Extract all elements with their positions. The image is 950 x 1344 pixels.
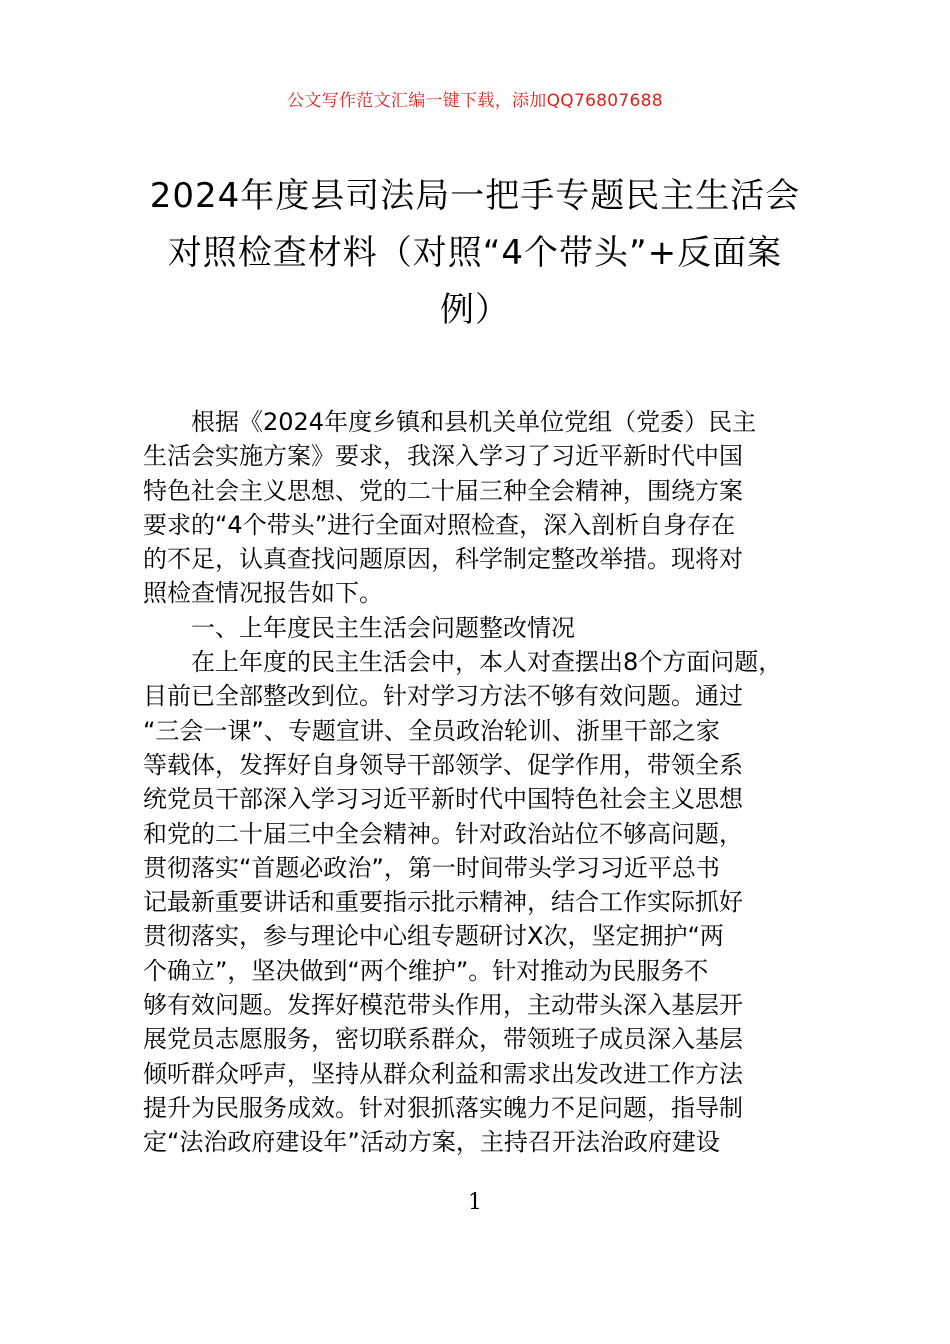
paragraph-line: 特色社会主义思想、党的二十届三种全会精神，围绕方案	[143, 476, 743, 505]
paragraph-line: 和党的二十届三中全会精神。针对政治站位不够高问题，	[143, 819, 743, 848]
intro-paragraph	[143, 405, 823, 611]
section-heading	[143, 611, 823, 645]
paragraph-line: 展党员志愿服务，密切联系群众，带领班子成员深入基层	[143, 1025, 743, 1054]
title-line: 例）	[440, 290, 510, 330]
paragraph-line: 根据《2024年度乡镇和县机关单位党组（党委）民主	[191, 408, 757, 436]
paragraph-line: 照检查情况报告如下。	[143, 579, 383, 608]
header-ad-text: 公文写作范文汇编一键下载，添加QQ76807688	[287, 91, 663, 111]
paragraph-line: 统党员干部深入学习习近平新时代中国特色社会主义思想	[143, 785, 743, 814]
document-body	[143, 405, 823, 1160]
paragraph-line: 在上年度的民主生活会中，本人对查摆出8个方面问题，	[191, 648, 783, 677]
section-paragraph	[143, 645, 823, 1159]
title-line: 2024年度县司法局一把手专题民主生活会	[149, 176, 801, 216]
paragraph-line: 的不足，认真查找问题原因，科学制定整改举措。现将对	[143, 545, 743, 574]
paragraph-line: “三会一课”、专题宣讲、全员政治轮训、浙里干部之家	[143, 716, 720, 745]
document-title	[140, 168, 810, 339]
paragraph-line: 贯彻落实，参与理论中心组专题研讨X次，坚定拥护“两	[143, 922, 724, 951]
paragraph-line: 目前已全部整改到位。针对学习方法不够有效问题。通过	[143, 682, 743, 711]
paragraph-line: 生活会实施方案》要求，我深入学习了习近平新时代中国	[143, 442, 743, 471]
paragraph-line: 够有效问题。发挥好模范带头作用，主动带头深入基层开	[143, 991, 743, 1020]
paragraph-line: 提升为民服务成效。针对狠抓落实魄力不足问题，指导制	[143, 1093, 743, 1122]
paragraph-line: 贯彻落实“首题必政治”，第一时间带头学习习近平总书	[143, 853, 720, 882]
page-number: 1	[468, 1190, 482, 1215]
paragraph-line: 记最新重要讲话和重要指示批示精神，结合工作实际抓好	[143, 888, 743, 917]
paragraph-line: 个确立”，坚决做到“两个维护”。针对推动为民服务不	[143, 956, 709, 985]
paragraph-line: 倾听群众呼声，坚持从群众利益和需求出发改进工作方法	[143, 1059, 743, 1088]
paragraph-line: 要求的“4个带头”进行全面对照检查，深入剖析自身存在	[143, 510, 736, 539]
section-heading-text: 一、上年度民主生活会问题整改情况	[191, 613, 575, 642]
paragraph-line: 等载体，发挥好自身领导干部领学、促学作用，带领全系	[143, 750, 743, 779]
paragraph-line: 定“法治政府建设年”活动方案，主持召开法治政府建设	[143, 1128, 720, 1157]
title-line: 对照检查材料（对照“4个带头”+反面案	[167, 233, 783, 273]
